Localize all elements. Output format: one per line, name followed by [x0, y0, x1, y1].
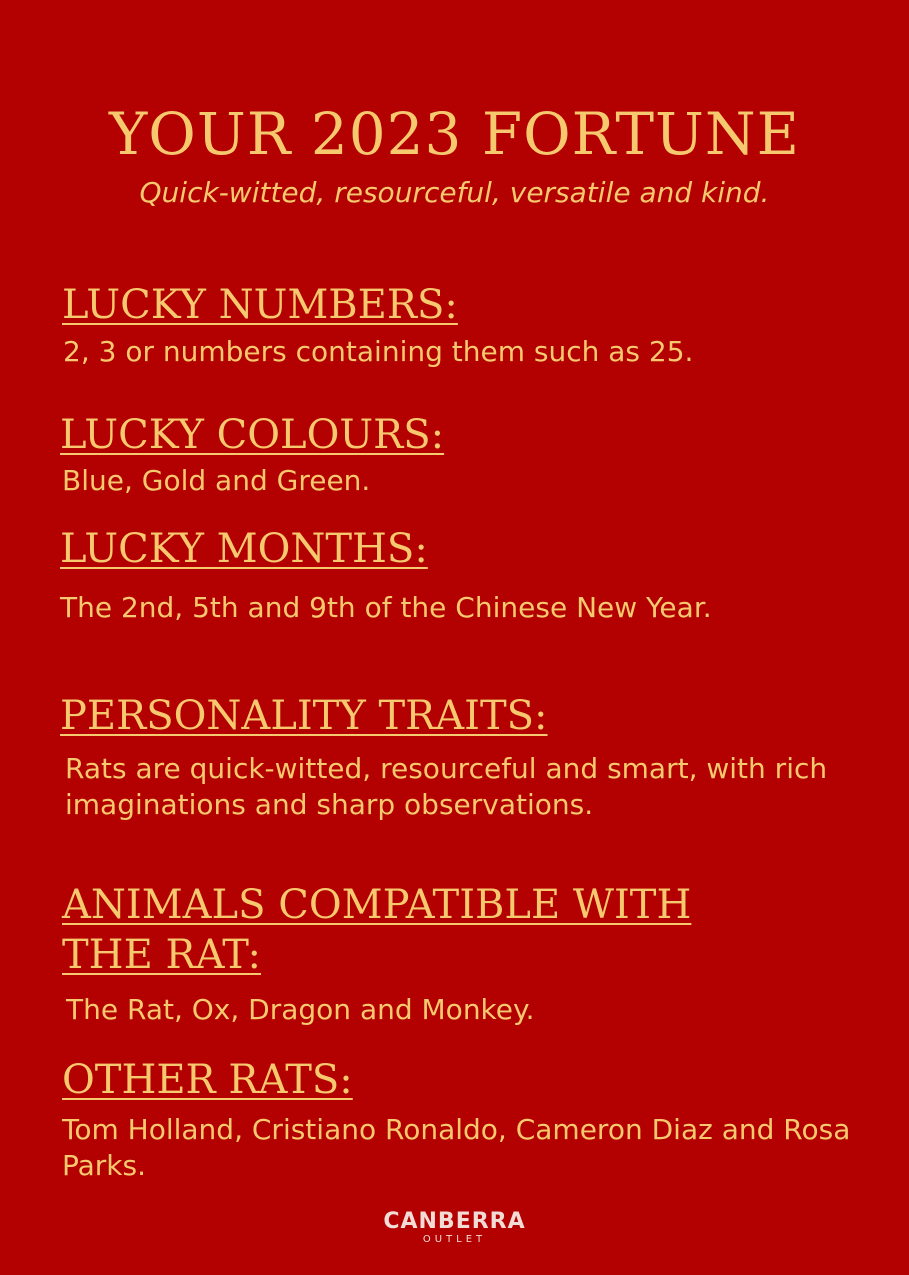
compatible-animals-heading: ANIMALS COMPATIBLE WITH THE RAT:: [62, 882, 692, 978]
other-rats-heading: OTHER RATS:: [62, 1057, 353, 1103]
canberra-outlet-logo: [0, 1210, 909, 1246]
lucky-colours-text: Blue, Gold and Green.: [62, 464, 371, 497]
compatible-animals-text: The Rat, Ox, Dragon and Monkey.: [66, 993, 535, 1026]
page-title: YOUR 2023 FORTUNE: [109, 100, 800, 168]
lucky-months-text: The 2nd, 5th and 9th of the Chinese New Year.: [60, 591, 712, 624]
page-subtitle: Quick-witted, resourceful, versatile and kind.: [139, 176, 770, 209]
personality-traits-heading: PERSONALITY TRAITS:: [60, 693, 548, 739]
personality-traits-text: Rats are quick-witted, resourceful and smart, with rich imaginations and sharp observations.: [65, 752, 828, 821]
other-rats-text: Tom Holland, Cristiano Ronaldo, Cameron Diaz and Rosa Parks.: [62, 1113, 851, 1182]
lucky-colours-heading: LUCKY COLOURS:: [60, 412, 445, 458]
logo-sub-text: OUTLET: [422, 1234, 487, 1245]
logo-main-text: CANBERRA: [383, 1209, 526, 1234]
lucky-numbers-heading: LUCKY NUMBERS:: [62, 282, 458, 328]
lucky-months-heading: LUCKY MONTHS:: [60, 526, 428, 572]
lucky-numbers-text: 2, 3 or numbers containing them such as 25.: [63, 335, 694, 368]
